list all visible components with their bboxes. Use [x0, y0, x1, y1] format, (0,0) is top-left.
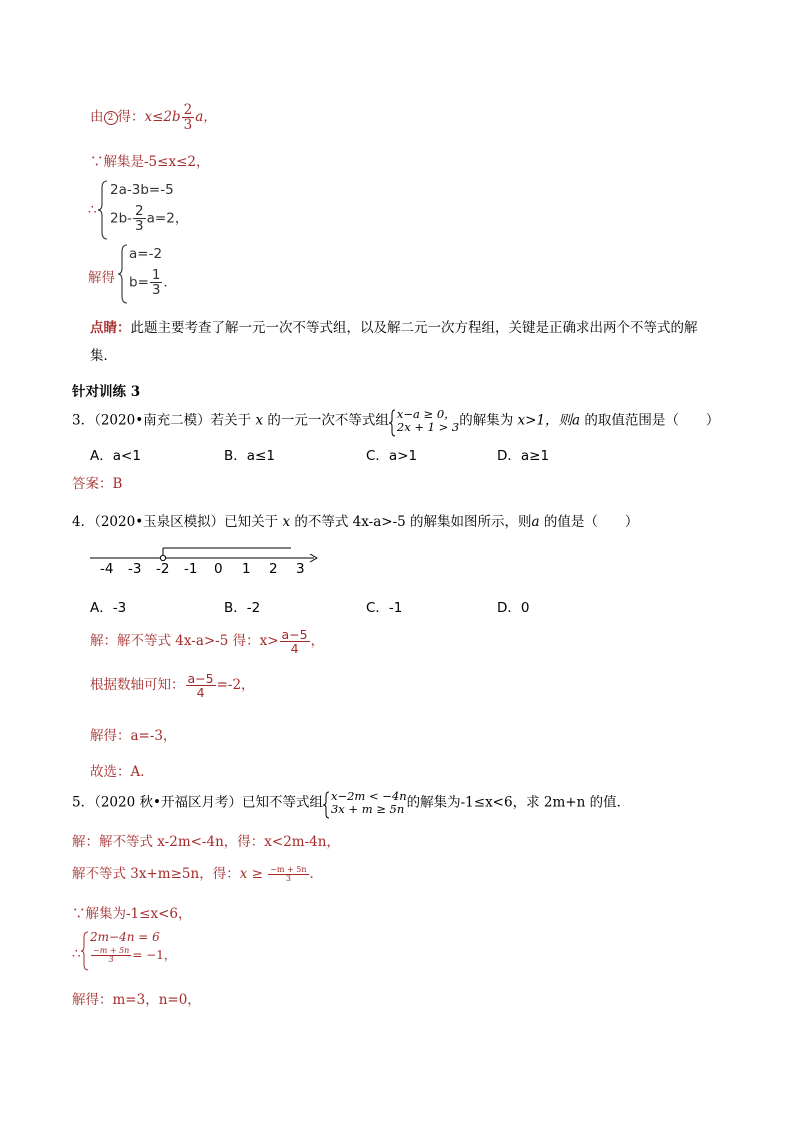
numerator: 1: [151, 267, 161, 283]
fraction: [280, 628, 310, 655]
inequality-2: 2x + 1 > 3: [396, 420, 460, 435]
fraction: [150, 268, 163, 297]
solution-line-1: [90, 103, 217, 132]
question-5-stem: [72, 790, 630, 816]
var-x: x: [282, 514, 291, 530]
therefore-symbol: ∴: [88, 202, 97, 218]
numerator: 2: [183, 102, 193, 118]
eq-part: a=2: [146, 210, 175, 227]
option-c[interactable]: C．a>1: [366, 448, 418, 464]
numerator: −m + 5n: [93, 945, 130, 955]
denominator: 4: [290, 641, 299, 657]
expr: x ≥: [239, 866, 263, 882]
number-line: [88, 544, 322, 578]
stem-part: 5．（2020 秋•开福区月考）已知不等式组: [72, 794, 323, 811]
stem-part: 3．（2020•南充二模）若关于: [72, 412, 252, 429]
equation-1: 2a-3b=-5: [110, 182, 174, 198]
equation-2: [110, 204, 188, 233]
var-x: x: [255, 412, 264, 429]
answer: 答案：B: [72, 476, 123, 492]
fraction: [91, 947, 131, 965]
numerator: a−5: [187, 671, 214, 686]
denominator: 3: [108, 955, 114, 964]
left-brace: [118, 244, 128, 304]
comment: [90, 316, 698, 336]
tick-label: 1: [242, 561, 251, 577]
var-a: a: [531, 514, 540, 530]
tick-label: -1: [184, 561, 198, 577]
q5-solution-line-1: 解：解不等式 x-2m<-4n，得：x<2m-4n，: [72, 834, 340, 850]
eq-part: 2b-: [110, 210, 133, 227]
solution-line-2: [90, 150, 209, 170]
inequality-1: x−2m < −4n: [330, 789, 407, 803]
stem-part: 4．（2020•玉泉区模拟）已知关于: [72, 514, 279, 530]
equation-2: [90, 946, 176, 964]
equation-1: a=-2: [129, 246, 163, 262]
option-c[interactable]: C．-1: [366, 600, 403, 616]
tick-label: -2: [156, 561, 170, 577]
comment-cont: 集．: [90, 348, 117, 364]
expr-tail: a，: [195, 109, 217, 126]
q5-solution-line-2: [72, 862, 323, 883]
comma: ，: [163, 948, 176, 962]
stem-part: 的解集为: [459, 412, 514, 429]
tick-label: 0: [214, 561, 223, 577]
numerator: a−5: [281, 627, 308, 642]
number-line-svg: [88, 544, 322, 578]
period: ．: [309, 866, 324, 882]
comma: ，: [174, 210, 189, 227]
denominator: 3: [151, 282, 161, 299]
therefore-symbol: ∴: [72, 946, 81, 962]
circled-number: 2: [104, 111, 118, 125]
fraction: [182, 103, 195, 132]
comment-label: 点睛：: [90, 320, 131, 336]
q4-solution-line-1: [90, 628, 324, 655]
sol-part: 解不等式 3x+m≥5n，得：: [72, 866, 240, 882]
expr: x≤2b: [144, 109, 181, 126]
eq-part: b=: [129, 274, 149, 291]
option-b[interactable]: B．-2: [224, 600, 261, 616]
left-brace: [98, 180, 108, 240]
stem-part: 的解集为-1≤x<6，求 2m+n 的值．: [406, 794, 631, 811]
denominator: 3: [183, 117, 193, 134]
var-a: a: [572, 412, 581, 429]
stem-part: 的不等式 4x-a>-5 的解集如图所示，则: [294, 514, 532, 530]
stem-part: x>1，则: [517, 412, 573, 429]
inequality-system: [389, 408, 459, 434]
question-4-stem: [72, 510, 638, 530]
comma: ，: [310, 633, 325, 650]
solution-set-text: ∵解集是-5≤x≤2，: [90, 154, 210, 170]
q5-solution-line-4: 解得：m=3，n=0，: [72, 992, 201, 1008]
left-brace: [323, 791, 330, 819]
denominator: 4: [196, 685, 205, 701]
tick-label: 2: [269, 561, 278, 577]
option-d[interactable]: D．a≥1: [497, 448, 550, 464]
inequality-system: [323, 790, 407, 816]
period: ．: [163, 274, 177, 291]
equation-1: 2m−4n = 6: [90, 930, 160, 944]
text-de: 得：: [117, 109, 145, 126]
tick-label: -4: [100, 561, 114, 577]
sol-part: 解：解不等式 4x-a>-5 得：x>: [90, 633, 279, 650]
option-d[interactable]: D．0: [497, 600, 530, 616]
numerator: −m + 5n: [270, 864, 307, 874]
stem-part: 的一元一次不等式组: [267, 412, 389, 429]
section-heading: 针对训练 3: [72, 384, 141, 400]
question-3-stem: [72, 408, 719, 434]
fraction: [268, 866, 308, 884]
left-brace: [81, 931, 89, 971]
option-a[interactable]: A．a<1: [90, 448, 141, 464]
option-a[interactable]: A．-3: [90, 600, 127, 616]
inequality-2: 3x + m ≥ 5n: [330, 802, 405, 817]
solve-label: 解得: [88, 270, 115, 286]
q4-solution-line-2: [90, 672, 255, 699]
q4-solution-line-4: 故选：A．: [90, 764, 154, 780]
text-you: 由: [90, 109, 104, 126]
fraction: [186, 672, 216, 699]
denominator: 3: [285, 874, 291, 883]
stem-part: 的取值范围是（ ）: [584, 412, 720, 429]
stem-part: 的值是（ ）: [543, 514, 639, 530]
eq-part: = −1: [132, 948, 164, 962]
denominator: 3: [135, 218, 144, 235]
left-brace: [389, 409, 396, 437]
inequality-1: x−a ≥ 0，: [396, 407, 456, 421]
sol-part: 根据数轴可知：: [90, 677, 185, 694]
tick-label: -3: [128, 561, 142, 577]
option-b[interactable]: B．a≤1: [224, 448, 275, 464]
numerator: 2: [135, 203, 144, 219]
fraction: [133, 204, 146, 233]
tick-label: 3: [296, 561, 305, 577]
sol-part: =-2，: [216, 677, 255, 694]
comment-text: 此题主要考查了解一元一次不等式组，以及解二元一次方程组，关键是正确求出两个不等式的解: [130, 320, 698, 336]
q4-solution-line-3: 解得：a=-3，: [90, 728, 177, 744]
q5-solution-line-3: ∵解集为-1≤x<6，: [72, 906, 192, 922]
equation-2: [129, 268, 177, 297]
